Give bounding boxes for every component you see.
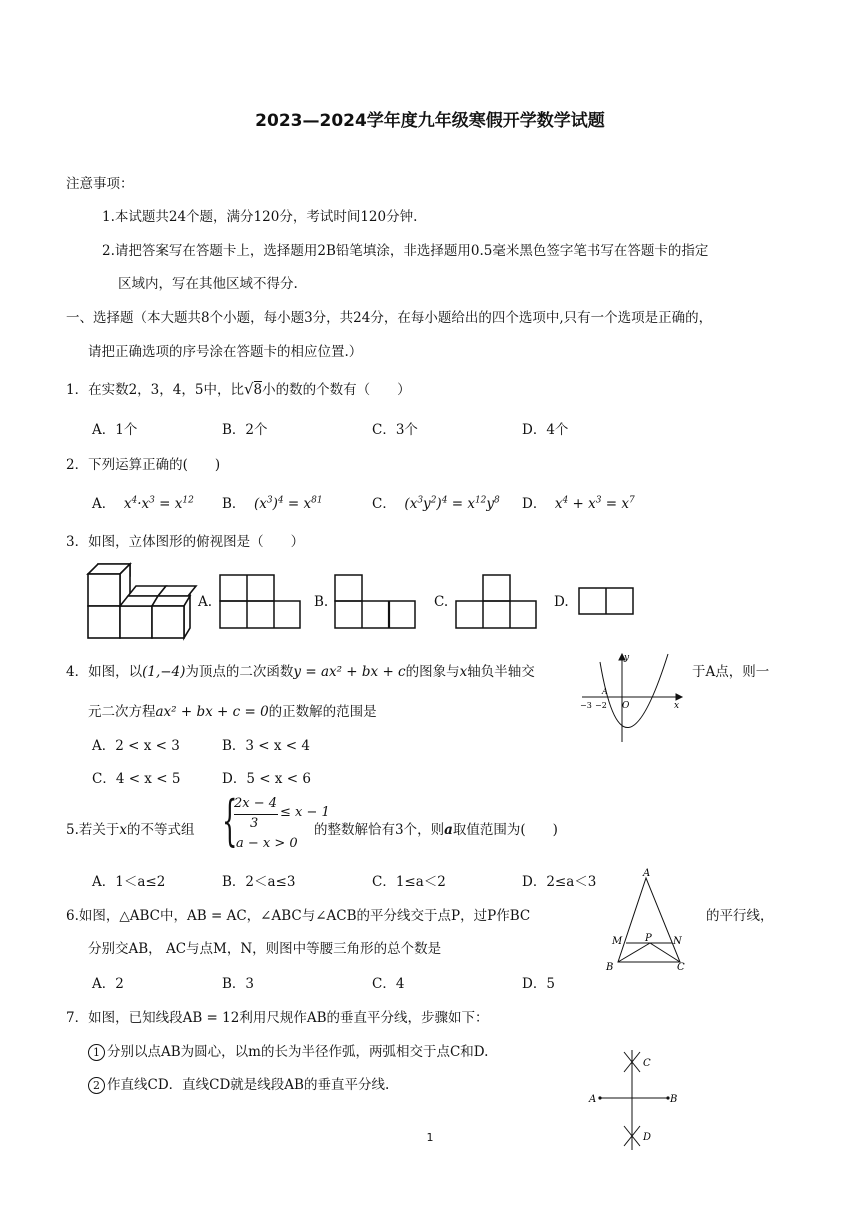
q4-var-x: x <box>459 664 468 680</box>
q2-option-d-label: D． <box>522 496 547 512</box>
q1-number: 1． <box>66 382 89 398</box>
q1-option-a: A．1个 <box>92 422 138 438</box>
q5-text-post1: 的整数解恰有3个，则 <box>314 822 445 838</box>
q1-option-d: D．4个 <box>522 422 569 438</box>
notes-item-2b: 区域内，写在其他区域不得分. <box>118 276 298 292</box>
q3-option-c-label: C. <box>434 594 449 610</box>
question-3: 3．如图，立体图形的俯视图是（ ） <box>66 534 305 550</box>
q6-option-b: B．3 <box>222 976 255 992</box>
question-1 <box>66 378 411 398</box>
q3-option-d-view <box>578 587 638 617</box>
q5-text-post2: 取值范围为( ) <box>452 822 558 838</box>
section-heading-line2: 请把正确选项的序号涂在答题卡的相应位置.） <box>88 344 363 360</box>
label-c: C <box>677 962 685 973</box>
section-heading-line1: 一、选择题（本大题共8个小题，每小题3分，共24分，在每小题给出的四个选项中,只有一个选项是正确的， <box>66 310 713 326</box>
label-a: A <box>589 1094 597 1105</box>
page-number: 1 <box>426 1131 434 1144</box>
q4-option-b: B．3 < x < 4 <box>222 738 311 754</box>
q4-text-2: 的图象与 <box>405 664 460 680</box>
q5-inequality-system <box>222 789 330 856</box>
q4-option-d: D．5 < x < 6 <box>222 771 311 787</box>
q6-option-d: D．5 <box>522 976 555 992</box>
label-b: B <box>670 1094 678 1105</box>
label-b: B <box>606 962 614 973</box>
q3-option-b-view <box>334 574 418 630</box>
sqrt-icon: √ <box>243 380 254 398</box>
q3-option-a-view <box>219 574 303 630</box>
question-4-line2 <box>88 700 377 720</box>
question-6-tail: 的平行线， <box>706 908 774 924</box>
q4-equation: ax² + bx + c = 0 <box>155 704 269 720</box>
q3-option-d-label: D. <box>554 594 569 610</box>
q5-fraction-bar <box>234 814 278 815</box>
q2-option-b-label: B． <box>222 496 246 512</box>
label-m: M <box>612 936 623 947</box>
label-p: P <box>645 933 652 944</box>
page-title: 2023—2024学年度九年级寒假开学数学试题 <box>255 111 605 131</box>
q1-text-pre: 在实数2，3，4，5中，比 <box>88 382 244 398</box>
graph-tick-m3: −3 <box>580 701 592 710</box>
graph-origin-label: O <box>622 701 630 711</box>
question-4-line1 <box>66 660 535 680</box>
circled-number-1-icon: 1 <box>88 1044 105 1061</box>
q4-vertex: (1,−4) <box>142 664 186 680</box>
notes-heading: 注意事项： <box>66 176 134 192</box>
graph-x-label: x <box>674 701 680 711</box>
question-7-step1 <box>88 1040 488 1061</box>
label-c: C <box>643 1058 651 1069</box>
q5-option-c: C．1≤a＜2 <box>372 874 446 890</box>
question-7-step2 <box>88 1073 389 1094</box>
q2-option-c-label: C． <box>372 496 396 512</box>
q4-option-a: A．2 < x < 3 <box>92 738 180 754</box>
q4-number: 4．如图，以 <box>66 664 143 680</box>
q2-option-c-formula: $(x^3y^2)^4 = x^{12}y^8$ <box>400 495 500 512</box>
q5-ineq1-numerator: 2x − 4 <box>234 796 278 811</box>
label-a: A <box>643 868 651 879</box>
circled-number-2-icon: 2 <box>88 1077 105 1094</box>
graph-y-label: y <box>624 653 630 663</box>
parabola-graph <box>578 652 688 744</box>
q5-var-a: a <box>444 822 453 838</box>
q5-ineq1-rhs: ≤ x − 1 <box>280 805 330 820</box>
q2-option-b-formula: $(x^3)^4 = x^{81}$ <box>249 495 323 512</box>
q7-step1-text: 分别以点AB为圆心，以m的长为半径作弧，两弧相交于点C和D. <box>107 1044 489 1060</box>
x-axis-arrow-icon <box>676 694 682 700</box>
q4-text-3: 轴负半轴交 <box>467 664 535 680</box>
q3-option-b-label: B. <box>314 594 329 610</box>
question-4-tail: 于A点，则一 <box>692 664 770 680</box>
q4-text-1: 为顶点的二次函数 <box>185 664 294 680</box>
cube-solid-figure <box>86 562 216 642</box>
q1-text-post: 小的数的个数有（ ） <box>262 382 411 398</box>
q1-option-b: B．2个 <box>222 422 268 438</box>
point-a <box>598 1096 601 1099</box>
q2-option-c <box>372 492 500 512</box>
parabola-curve <box>600 654 668 728</box>
q3-option-a-label: A. <box>198 594 213 610</box>
q2-option-a-formula: $x^4\cdot x^3 = x^{12}$ <box>119 495 194 512</box>
question-5 <box>66 818 195 838</box>
q4-text-4: 元二次方程 <box>88 704 156 720</box>
triangle-figure <box>604 866 694 976</box>
q2-option-a <box>92 492 194 512</box>
graph-tick-m2: −2 <box>595 701 607 710</box>
question-5-tail <box>314 818 558 838</box>
q7-step2-text: 作直线CD．直线CD就是线段AB的垂直平分线. <box>107 1077 390 1093</box>
q5-var-x: x <box>119 822 128 838</box>
question-6-line2: 分别交AB， AC与点M，N，则图中等腰三角形的总个数是 <box>88 941 442 957</box>
q4-text-5: 的正数解的范围是 <box>268 704 377 720</box>
q2-option-d-formula: $x^4 + x^3 = x^7$ <box>550 495 635 512</box>
notes-item-1: 1.本试题共24个题，满分120分，考试时间120分钟. <box>102 209 418 225</box>
q4-function: y = ax² + bx + c <box>293 664 406 680</box>
graph-point-a-label: A <box>602 687 608 696</box>
q2-option-b <box>222 492 323 512</box>
q5-option-d: D．2≤a＜3 <box>522 874 597 890</box>
left-brace-icon: { <box>222 789 238 852</box>
q5-option-b: B．2＜a≤3 <box>222 874 296 890</box>
q2-option-d <box>522 492 635 512</box>
question-2: 2．下列运算正确的( ) <box>66 457 221 473</box>
q1-option-c: C．3个 <box>372 422 418 438</box>
q5-ineq2: a − x > 0 <box>236 836 298 851</box>
label-n: N <box>673 936 682 947</box>
q3-option-c-view <box>455 574 539 630</box>
q6-option-c: C．4 <box>372 976 405 992</box>
question-6-line1: 6.如图，△ABC中，AB = AC，∠ABC与∠ACB的平分线交于点P，过P作BC <box>66 908 531 924</box>
question-7-line1: 7．如图，已知线段AB = 12利用尺规作AB的垂直平分线，步骤如下： <box>66 1010 489 1026</box>
notes-item-2a: 2.请把答案写在答题卡上，选择题用2B铅笔填涂，非选择题用0.5毫米黑色签字笔书写在答题卡的指定 <box>102 243 709 259</box>
q5-text-pre: 5.若关于 <box>66 822 120 838</box>
q4-option-c: C．4 < x < 5 <box>92 771 181 787</box>
q5-text-mid: 的不等式组 <box>127 822 195 838</box>
label-d: D <box>643 1132 652 1143</box>
q1-radicand: 8 <box>253 382 263 398</box>
q2-option-a-label: A． <box>92 496 116 512</box>
q5-option-a: A．1＜a≤2 <box>92 874 166 890</box>
q6-option-a: A．2 <box>92 976 124 992</box>
q5-ineq1-denominator: 3 <box>250 816 259 831</box>
